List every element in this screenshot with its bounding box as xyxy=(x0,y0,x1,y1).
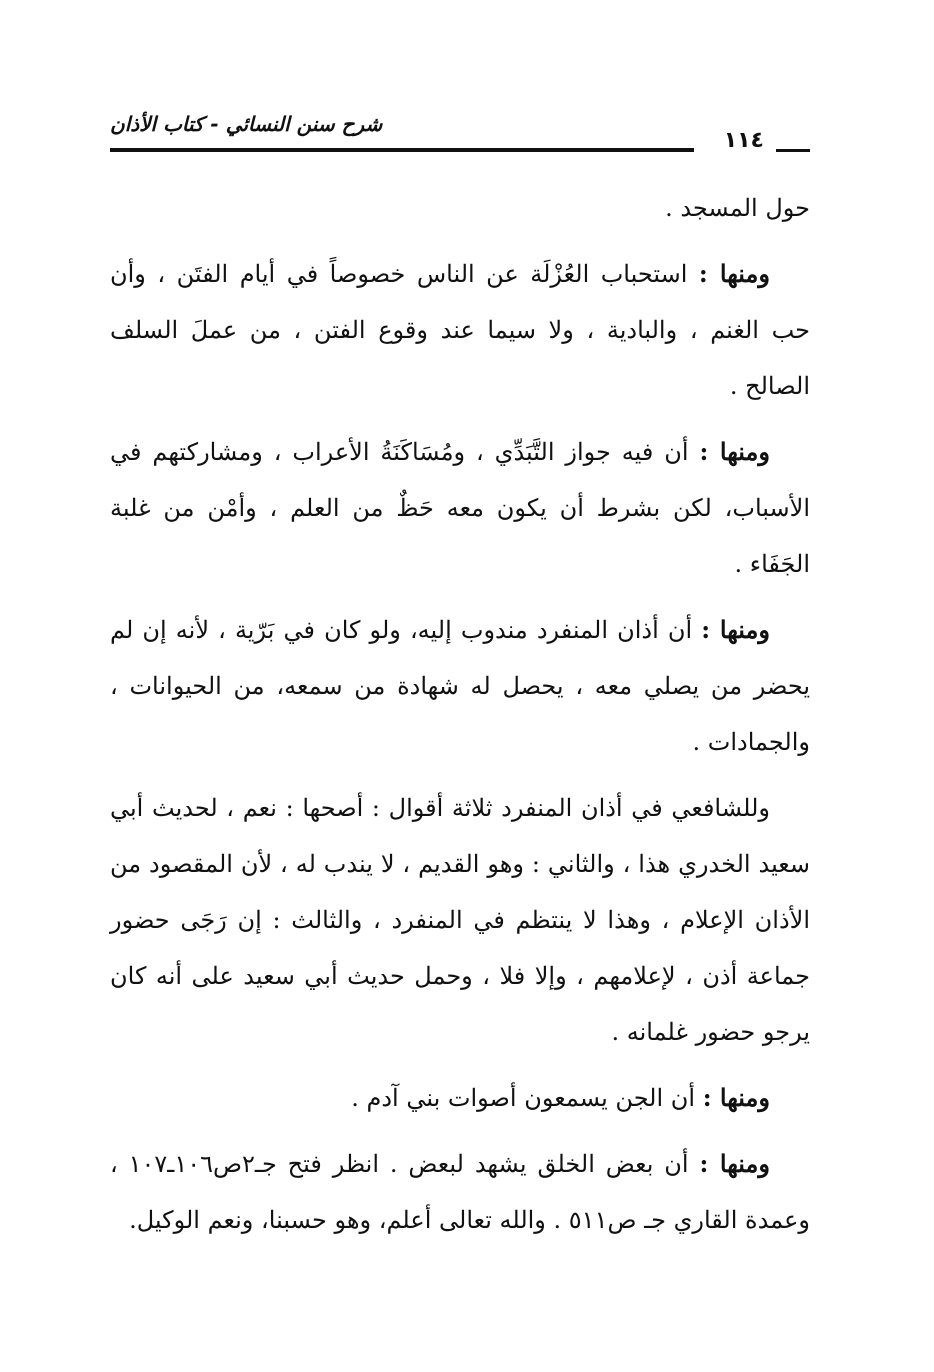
paragraph xyxy=(110,180,810,236)
paragraph-lead: ومنها : xyxy=(699,437,770,466)
paragraph-lead: ومنها : xyxy=(698,259,770,288)
paragraph xyxy=(110,602,810,770)
paragraph xyxy=(110,246,810,414)
paragraph xyxy=(110,1136,810,1248)
header-rule xyxy=(110,148,694,152)
page-body xyxy=(110,180,810,1258)
paragraph-text: أن بعض الخلق يشهد لبعض . انظر فتح جـ٢ص١٠٦ـ١٠٧ ، وعمدة القاري جـ ص٥١١ . والله تعالى أعلم، وهو حسبنا، ونعم الوكيل. xyxy=(110,1150,810,1234)
page-number: ١١٤ xyxy=(723,128,764,153)
paragraph-lead: ومنها : xyxy=(702,1083,770,1112)
paragraph-text: أن فيه جواز التَّبَدِّي ، ومُسَاكَنَةُ الأعراب ، ومشاركتهم في الأسباب، لكن بشرط أن يكون معه حَظٌ من العلم ، وأمْن من غلبة الجَفَاء . xyxy=(110,438,810,578)
paragraph-text: أن الجن يسمعون أصوات بني آدم . xyxy=(351,1084,703,1112)
paragraph xyxy=(110,424,810,592)
paragraph xyxy=(110,780,810,1060)
paragraph-lead: ومنها : xyxy=(699,1149,770,1178)
page-number-rule xyxy=(776,149,810,152)
paragraph-text: وللشافعي في أذان المنفرد ثلاثة أقوال : أصحها : نعم ، لحديث أبي سعيد الخدري هذا ، والثاني : وهو القديم ، لا يندب له ، لأن المقصود من الأذان الإعلام ، وهذا لا ينتظم في المنفرد ، والثالث : إن رَجَى حضور جماعة أذن ، لإعلامهم ، وإلا فلا ، وحمل حديث أبي سعيد على أنه كان يرجو حضور غلمانه . xyxy=(110,794,810,1046)
paragraph xyxy=(110,1070,810,1126)
running-title: شرح سنن النسائي - كتاب الأذان xyxy=(110,112,383,136)
paragraph-text: أن أذان المنفرد مندوب إليه، ولو كان في بَرّية ، لأنه إن لم يحضر من يصلي معه ، يحصل له شهادة من سمعه، من الحيوانات ، والجمادات . xyxy=(110,616,810,756)
paragraph-text: استحباب العُزْلَة عن الناس خصوصاً في أيام الفتَن ، وأن حب الغنم ، والبادية ، ولا سيما عند وقوع الفتن ، من عملَ السلف الصالح . xyxy=(110,260,810,400)
paragraph-text: حول المسجد . xyxy=(665,194,810,222)
paragraph-lead: ومنها : xyxy=(701,615,770,644)
